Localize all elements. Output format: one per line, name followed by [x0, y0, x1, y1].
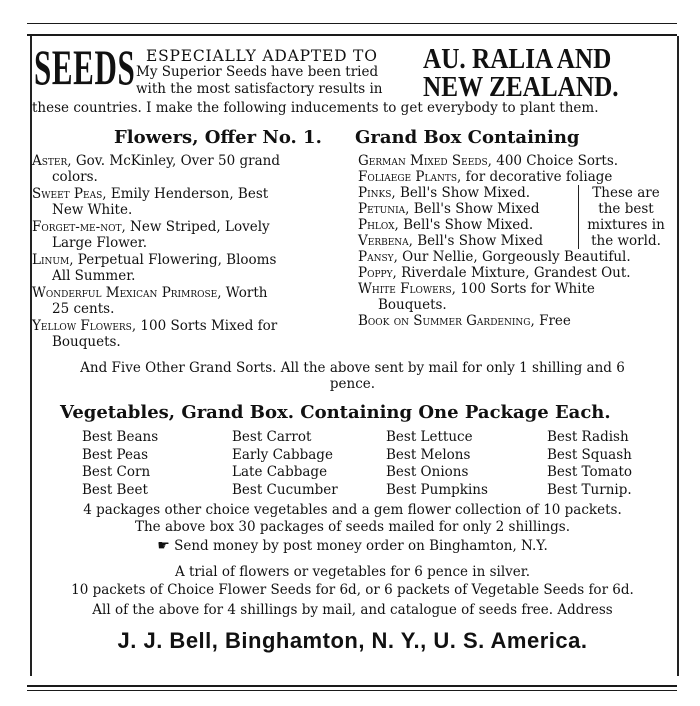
flower-item	[358, 169, 673, 185]
item-name: Book on Summer Gardening,	[358, 313, 535, 329]
trial-line1: A trial of flowers or vegetables for 6 pence in silver.	[174, 564, 531, 580]
bells-note-line: the world.	[591, 233, 661, 249]
flower-item	[358, 313, 673, 329]
bells-note-line: mixtures in	[587, 217, 665, 233]
vegetables-line2: The above box 30 packages of seeds mailed for only 2 shillings.	[134, 519, 571, 535]
bells-note-line: These are	[592, 185, 660, 201]
vegetable-item: Best Pumpkins	[386, 481, 488, 498]
item-name: Phlox,	[358, 217, 399, 233]
vegetable-item: Best Beans	[82, 429, 159, 445]
item-description: Emily Henderson, Best	[106, 186, 269, 202]
item-continuation: Bouquets.	[52, 334, 121, 350]
vegetable-item: Best Beet	[82, 481, 148, 498]
vegetable-item: Early Cabbage	[232, 446, 333, 463]
item-continuation: New White.	[52, 202, 133, 218]
item-description: 100 Sorts Mixed for	[136, 318, 278, 334]
seeds-title: SEEDS	[34, 39, 136, 95]
item-description: 100 Sorts for White	[455, 281, 595, 297]
vegetable-item: Best Lettuce	[386, 429, 473, 445]
flower-item	[358, 249, 673, 265]
item-description: Our Nellie, Gorgeously Beautiful.	[397, 249, 631, 265]
advertisement	[30, 36, 679, 676]
headline-line3: with the most satisfactory results in	[136, 81, 383, 97]
vegetable-item: Best Onions	[386, 464, 469, 480]
item-name: Wonderful Mexican Primrose,	[32, 285, 222, 301]
item-continuation: 25 cents.	[52, 301, 115, 317]
item-name: Poppy,	[358, 265, 397, 281]
bottom-rule	[27, 685, 677, 687]
item-name: Linum,	[32, 252, 74, 268]
flower-item	[358, 265, 673, 281]
item-description: Riverdale Mixture, Grandest Out.	[396, 265, 631, 281]
vegetable-item: Best Radish	[547, 429, 629, 445]
vegetable-item: Best Carrot	[232, 429, 312, 445]
item-continuation: All Summer.	[52, 268, 136, 284]
bells-item	[358, 217, 578, 233]
flowers-heading: Flowers, Offer No. 1.	[114, 127, 322, 148]
item-name: Yellow Flowers,	[32, 318, 137, 334]
flower-item	[32, 153, 350, 185]
flower-item	[32, 252, 350, 284]
vegetable-item: Best Turnip.	[547, 481, 632, 498]
item-continuation: Bouquets.	[378, 297, 447, 313]
bells-item	[358, 185, 578, 201]
bells-item	[358, 233, 578, 249]
vegetable-item: Best Corn	[82, 464, 151, 480]
item-name: Aster,	[32, 153, 72, 169]
address-footer: J. J. Bell, Binghamton, N. Y., U. S. America.	[117, 628, 588, 653]
item-description: for decorative foliage	[461, 169, 613, 185]
vegetables-column-2	[232, 429, 338, 499]
country-new-zealand: NEW ZEALAND.	[423, 72, 619, 103]
bells-item	[358, 201, 578, 217]
item-description: 400 Choice Sorts.	[491, 153, 619, 169]
vegetable-item: Best Peas	[82, 446, 148, 463]
item-description: Bell's Show Mixed	[409, 201, 540, 217]
item-name: Pinks,	[358, 185, 396, 201]
item-description: Bell's Show Mixed.	[395, 185, 531, 201]
headline-line2: My Superior Seeds have been tried	[136, 64, 379, 80]
flowers-left-column	[32, 153, 350, 351]
item-description: Free	[534, 313, 571, 329]
vegetables-column-3	[386, 429, 488, 499]
vegetable-item: Best Cucumber	[232, 481, 338, 498]
vegetable-item: Best Melons	[386, 446, 471, 463]
flower-item	[32, 186, 350, 218]
item-name: German Mixed Seeds,	[358, 153, 492, 169]
intro-text: these countries. I make the following inducements to get everybody to plant them.	[32, 100, 599, 116]
money-order-text: Send money by post money order on Binghamton, N.Y.	[174, 538, 548, 554]
offer-line1: And Five Other Grand Sorts. All the above sent by mail for only 1 shilling and 6	[80, 360, 625, 376]
flower-item	[358, 153, 673, 169]
item-name: White Flowers,	[358, 281, 456, 297]
pointing-hand-icon: ☛	[157, 538, 170, 554]
item-description: Bell's Show Mixed	[412, 233, 544, 249]
flowers-right-column	[358, 153, 673, 329]
headline-line1: ESPECIALLY ADAPTED TO	[146, 47, 378, 65]
grand-box-heading: Grand Box Containing	[355, 127, 580, 148]
vegetables-column-4	[547, 429, 632, 499]
item-continuation: colors.	[52, 169, 98, 185]
top-rule	[27, 23, 677, 24]
item-description: Perpetual Flowering, Blooms	[73, 252, 277, 268]
item-continuation: Large Flower.	[52, 235, 148, 251]
item-name: Petunia,	[358, 201, 410, 217]
bells-note-line: the best	[598, 201, 654, 217]
trial-line2: 10 packets of Choice Flower Seeds for 6d, or 6 packets of Vegetable Seeds for 6d.	[71, 582, 634, 598]
flower-item	[358, 281, 673, 313]
item-description: New Striped, Lovely	[125, 219, 270, 235]
item-name: Pansy,	[358, 249, 398, 265]
flower-item	[32, 285, 350, 317]
item-description: Worth	[221, 285, 268, 301]
vegetable-item: Best Tomato	[547, 464, 633, 480]
vegetables-column-1	[82, 429, 158, 499]
item-name: Foliaege Plants,	[358, 169, 462, 185]
vegetables-line1: 4 packages other choice vegetables and a gem flower collection of 10 packets.	[83, 502, 622, 518]
item-name: Sweet Peas,	[32, 186, 107, 202]
item-name: Forget-me-not,	[32, 219, 126, 235]
vegetables-heading: Vegetables, Grand Box. Containing One Package Each.	[60, 402, 611, 423]
bottom-rule-thin	[27, 690, 677, 691]
item-description: Bell's Show Mixed.	[398, 217, 534, 233]
vegetables-line3	[32, 538, 673, 554]
vegetable-item: Best Squash	[547, 446, 632, 463]
flower-item	[32, 318, 350, 350]
item-description: Gov. McKinley, Over 50 grand	[71, 153, 280, 169]
trial-line3: All of the above for 4 shillings by mail, and catalogue of seeds free. Address	[92, 602, 613, 618]
country-australia: AU. RALIA AND	[423, 44, 612, 75]
item-name: Verbena,	[358, 233, 413, 249]
offer-line2: pence.	[329, 376, 376, 392]
vegetable-item: Late Cabbage	[232, 464, 328, 480]
flower-item	[32, 219, 350, 251]
